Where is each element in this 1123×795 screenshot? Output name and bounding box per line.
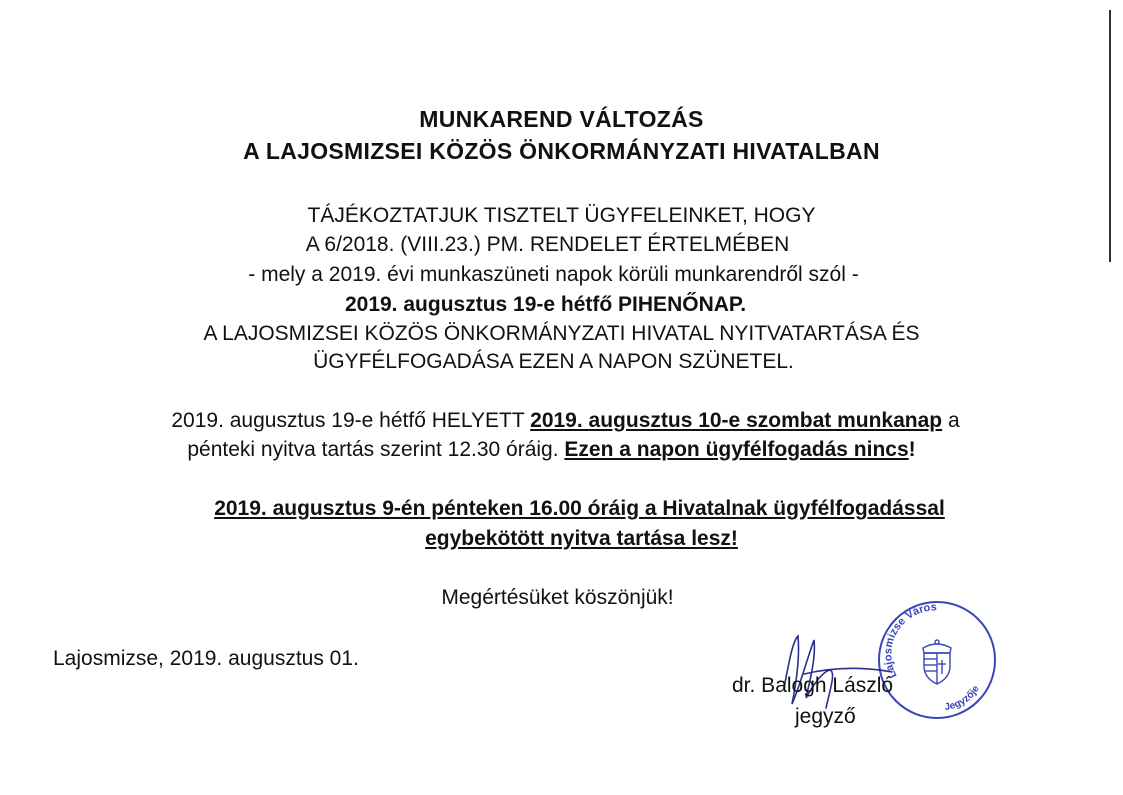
thanks-text: Megértésüket köszönjük! xyxy=(441,586,674,609)
notice-line-3: - mely a 2019. évi munkaszüneti napok körüli munkarendről szól - xyxy=(248,263,859,286)
notice-line-5: A LAJOSMIZSEI KÖZÖS ÖNKORMÁNYZATI HIVATAL NYITVATARTÁSA ÉS xyxy=(203,322,920,345)
notice-line-1: TÁJÉKOZTATJUK TISZTELT ÜGYFELEINKET, HOGY xyxy=(307,204,816,227)
replacement-plain-2: pénteki nyitva tartás szerint 12.30 óráig. xyxy=(187,438,565,461)
replacement-plain-1: 2019. augusztus 19-e hétfő HELYETT xyxy=(171,409,531,432)
notice-line-6: ÜGYFÉLFOGADÁSA EZEN A NAPON SZÜNETEL. xyxy=(313,350,794,373)
replacement-workday: 2019. augusztus 10-e szombat munkanap xyxy=(530,409,943,432)
stamp-outer-text: Lajosmizse Város xyxy=(882,601,937,680)
page-title: MUNKAREND VÁLTOZÁS xyxy=(419,106,704,132)
notice-rest-day: 2019. augusztus 19-e hétfő PIHENŐNAP. xyxy=(344,293,747,316)
signatory-title: jegyző xyxy=(795,705,856,728)
replacement-tail-1: a xyxy=(942,409,960,432)
coat-of-arms-icon xyxy=(923,640,951,684)
friday-hours-line-2: egybekötött nyitva tartása lesz! xyxy=(425,527,738,550)
friday-hours-line-1: 2019. augusztus 9-én pénteken 16.00 óráig a Hivatalnak ügyfélfogadással xyxy=(214,497,945,520)
notice-line-2: A 6/2018. (VIII.23.) PM. RENDELET ÉRTELMÉBEN xyxy=(305,233,790,256)
signatory-name: dr. Balogh László xyxy=(732,674,894,697)
page-subtitle: A LAJOSMIZSEI KÖZÖS ÖNKORMÁNYZATI HIVATALBAN xyxy=(243,138,880,164)
place-and-date: Lajosmizse, 2019. augusztus 01. xyxy=(53,647,359,670)
stamp-bottom-text: Jegyzője xyxy=(943,683,982,714)
replacement-no-reception: Ezen a napon ügyfélfogadás nincs xyxy=(564,438,909,461)
replacement-tail-2: ! xyxy=(908,438,916,461)
replacement-line-2 xyxy=(0,437,1113,462)
replacement-line-1 xyxy=(4,408,1123,433)
